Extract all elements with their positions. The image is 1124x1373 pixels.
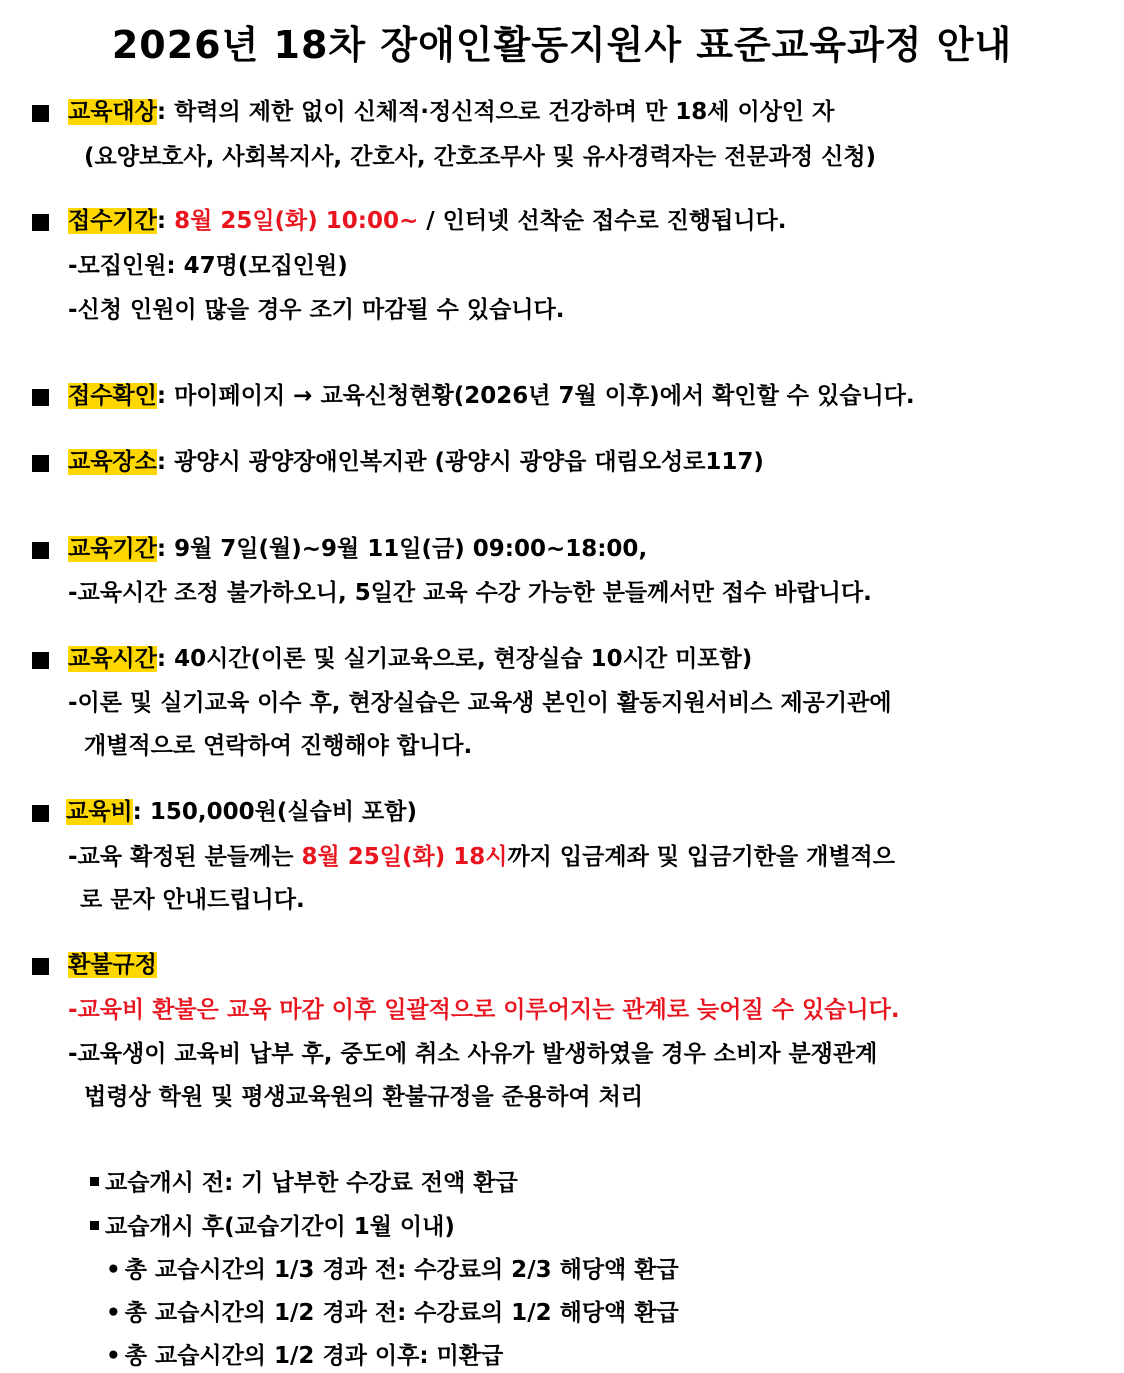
section-confirm	[68, 381, 915, 411]
section-refund	[68, 950, 157, 980]
section-fee	[66, 797, 417, 827]
hours-line: 개별적으로 연락하여 진행해야 합니다.	[84, 733, 473, 759]
section-text: : 학력의 제한 없이 신체적·정신적으로 건강하며 만 18세 이상인 자	[156, 99, 835, 125]
bullet-dot-icon: •	[106, 1300, 121, 1326]
section-text: : 150,000원(실습비 포함)	[132, 799, 417, 825]
refund-before-text: 교습개시 전: 기 납부한 수강료 전액 환급	[105, 1170, 518, 1196]
section-label: 환불규정	[68, 952, 157, 978]
section-duration	[68, 534, 647, 564]
fee-line-pre: -교육 확정된 분들께는	[68, 844, 302, 870]
section-colon: :	[156, 208, 175, 234]
hours-line: -이론 및 실기교육 이수 후, 현장실습은 교육생 본인이 활동지원서비스 제공기관에	[68, 690, 892, 716]
fee-deadline: 8월 25일(화) 18시	[301, 844, 508, 870]
bullet-square-icon	[32, 958, 49, 975]
section-label: 교육대상	[68, 99, 157, 125]
section-hours	[68, 644, 752, 674]
period-date: 8월 25일(화) 10:00~	[174, 208, 419, 234]
section-text: : 마이페이지 → 교육신청현황(2026년 7월 이후)에서 확인할 수 있습니다.	[156, 383, 915, 409]
bullet-square-icon	[32, 652, 49, 669]
section-text: / 인터넷 선착순 접수로 진행됩니다.	[418, 208, 787, 234]
fee-line	[68, 842, 895, 872]
section-period	[68, 206, 787, 236]
bullet-dot-icon: •	[106, 1257, 121, 1283]
refund-item	[106, 1255, 679, 1285]
refund-item-text: 총 교습시간의 1/2 경과 전: 수강료의 1/2 해당액 환급	[124, 1300, 679, 1326]
section-label: 교육비	[66, 799, 133, 825]
refund-item-text: 총 교습시간의 1/3 경과 전: 수강료의 2/3 해당액 환급	[124, 1257, 679, 1283]
bullet-square-icon	[32, 214, 49, 231]
bullet-square-icon	[32, 105, 49, 122]
fee-line: 로 문자 안내드립니다.	[80, 887, 305, 913]
refund-after-text: 교습개시 후(교습기간이 1월 이내)	[105, 1214, 455, 1240]
refund-before	[90, 1168, 518, 1198]
duration-line: -교육시간 조정 불가하오니, 5일간 교육 수강 가능한 분들께서만 접수 바랍니다.	[68, 580, 872, 606]
section-target-note: (요양보호사, 사회복지사, 간호사, 간호조무사 및 유사경력자는 전문과정 신청)	[84, 144, 877, 170]
refund-after	[90, 1212, 455, 1242]
refund-item	[106, 1341, 503, 1371]
section-target	[68, 97, 834, 127]
fee-line-post: 까지 입금계좌 및 입금기한을 개별적으	[507, 844, 895, 870]
section-label: 접수확인	[68, 383, 157, 409]
bullet-square-icon	[32, 455, 49, 472]
section-label: 교육시간	[68, 646, 157, 672]
section-text: : 9월 7일(월)~9월 11일(금) 09:00~18:00,	[156, 536, 648, 562]
period-line: -신청 인원이 많을 경우 조기 마감될 수 있습니다.	[68, 297, 565, 323]
refund-notice: -교육비 환불은 교육 마감 이후 일괄적으로 이루어지는 관계로 늦어질 수 있습니다.	[68, 997, 900, 1023]
refund-item-text: 총 교습시간의 1/2 경과 이후: 미환급	[124, 1343, 504, 1369]
refund-item	[106, 1298, 679, 1328]
section-text: : 40시간(이론 및 실기교육으로, 현장실습 10시간 미포함)	[156, 646, 753, 672]
bullet-square-icon	[32, 389, 49, 406]
section-label: 교육기간	[68, 536, 157, 562]
section-text: : 광양시 광양장애인복지관 (광양시 광양읍 대림오성로117)	[156, 449, 764, 475]
refund-line: -교육생이 교육비 납부 후, 중도에 취소 사유가 발생하였을 경우 소비자 분쟁관계	[68, 1041, 878, 1067]
small-square-icon	[90, 1221, 99, 1230]
bullet-square-icon	[32, 542, 49, 559]
period-line: -모집인원: 47명(모집인원)	[68, 253, 348, 279]
page-title: 2026년 18차 장애인활동지원사 표준교육과정 안내	[111, 23, 1013, 67]
section-label: 교육장소	[68, 449, 157, 475]
bullet-dot-icon: •	[106, 1343, 121, 1369]
bullet-square-icon	[32, 805, 49, 822]
section-label: 접수기간	[68, 208, 157, 234]
small-square-icon	[90, 1177, 99, 1186]
section-place	[68, 447, 764, 477]
refund-line: 법령상 학원 및 평생교육원의 환불규정을 준용하여 처리	[84, 1084, 644, 1110]
